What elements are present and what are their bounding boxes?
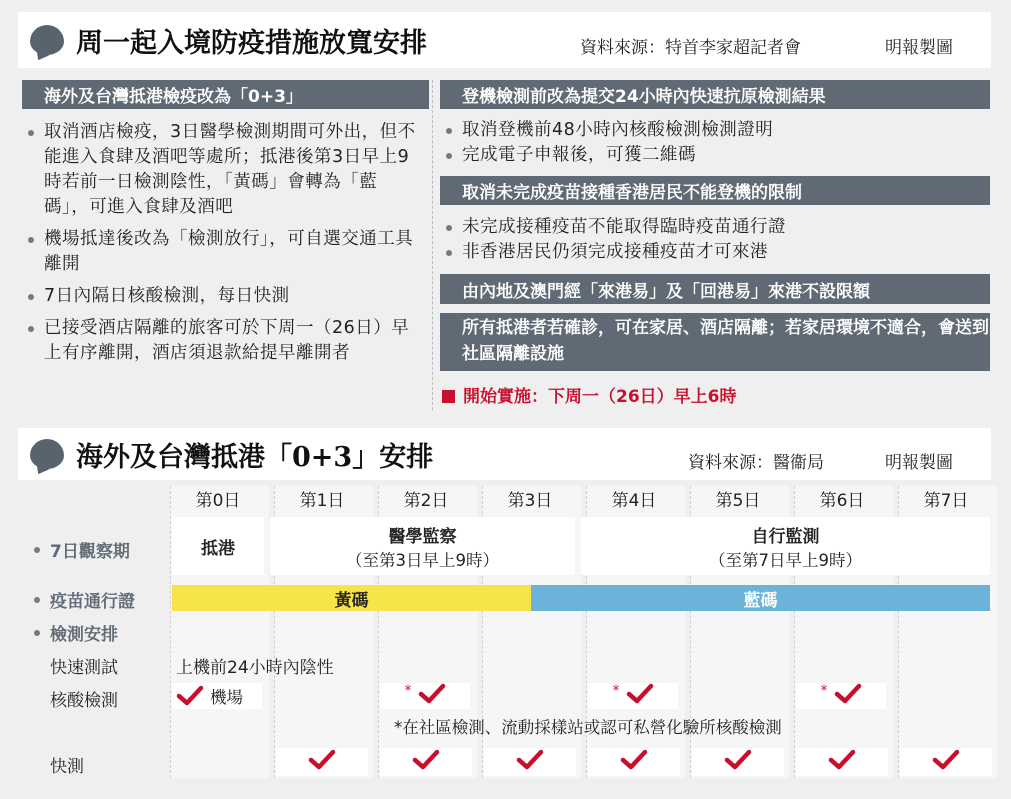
- section1-source: 資料來源：特首李家超記者會: [580, 38, 801, 58]
- asterisk-mark: *: [820, 683, 828, 699]
- row-label-vaccine: 疫苗通行證: [34, 587, 135, 612]
- pcr-day4-cell: [588, 683, 678, 709]
- right-bullet-list-1: [440, 118, 990, 168]
- row-label-testing: 檢測安排: [34, 620, 118, 645]
- day-header: 第4日: [611, 491, 657, 511]
- pcr-day2-cell: [380, 683, 470, 709]
- pcr-day6-cell: [796, 683, 886, 709]
- yellow-code-band: 黃碼: [172, 585, 531, 611]
- rapid-check-cell: [588, 748, 680, 776]
- medical-monitoring-cell: [270, 517, 575, 575]
- section2-credit: 明報製圖: [885, 453, 953, 473]
- red-square-icon: [442, 390, 455, 403]
- check-icon: [828, 749, 856, 775]
- day-header: 第7日: [923, 491, 969, 511]
- list-item: 已接受酒店隔離的旅客可於下周一（26日）早上有序離開，酒店須退款給提早離開者: [22, 316, 422, 366]
- day-header: 第3日: [507, 491, 553, 511]
- day-header: 第2日: [403, 491, 449, 511]
- day-header: 第0日: [195, 491, 241, 511]
- check-icon: [176, 685, 204, 707]
- pcr-note: *在社區檢測、流動採樣站或認可私營化驗所核酸檢測: [394, 718, 782, 737]
- check-icon: [724, 749, 752, 775]
- rapid-check-cell: [484, 748, 576, 776]
- self-monitoring-cell: [581, 517, 990, 575]
- medical-title: 醫學監察: [388, 526, 457, 547]
- right-header-3: 由內地及澳門經「來港易」及「回港易」來港不設限額: [440, 274, 990, 304]
- check-icon: [620, 749, 648, 775]
- check-icon: [834, 683, 862, 709]
- speech-bubble-icon: [30, 25, 64, 55]
- row-label-rapid: 快測: [50, 757, 84, 777]
- medical-sub: （至第3日早上9時）: [346, 550, 499, 570]
- right-header-1: 登機檢測前改為提交24小時內快速抗原檢測結果: [440, 80, 990, 109]
- start-notice: [442, 382, 737, 407]
- row-label-observation: 7日觀察期: [34, 537, 130, 562]
- right-header-4: 所有抵港者若確診，可在家居、酒店隔離；若家居環境不適合，會送到社區隔離設施: [440, 313, 990, 371]
- rapid-check-cell: [276, 748, 368, 776]
- list-item: 非香港居民仍須完成接種疫苗才可來港: [440, 240, 990, 265]
- day-header: 第5日: [715, 491, 761, 511]
- section2-source: 資料來源：醫衞局: [688, 453, 824, 473]
- rapid-check-cell: [900, 748, 992, 776]
- rapid-check-cell: [796, 748, 888, 776]
- list-item: 未完成接種疫苗不能取得臨時疫苗通行證: [440, 215, 990, 240]
- self-title: 自行監測: [751, 526, 820, 547]
- day-header: 第6日: [819, 491, 865, 511]
- row-label-pcr: 核酸檢測: [50, 691, 118, 711]
- check-icon: [626, 683, 654, 709]
- check-icon: [418, 683, 446, 709]
- list-item: 取消酒店檢疫，3日醫學檢測期間可外出，但不能進入食肆及酒吧等處所；抵港後第3日早上9時若前一日檢測陰性，「黃碼」會轉為「藍碼」，可進入食肆及酒吧: [22, 120, 422, 220]
- list-item: 完成電子申報後，可獲二維碼: [440, 143, 990, 168]
- column-divider: [432, 80, 433, 410]
- section1-title: 周一起入境防疫措施放寬安排: [76, 28, 427, 59]
- right-bullet-list-2: [440, 215, 990, 265]
- list-item: 機場抵達後改為「檢測放行」，可自選交通工具離開: [22, 227, 422, 277]
- start-text: 開始實施：下周一（26日）早上6時: [463, 387, 737, 407]
- self-sub: （至第7日早上9時）: [709, 550, 862, 570]
- asterisk-mark: *: [404, 683, 412, 699]
- right-header-2: 取消未完成疫苗接種香港居民不能登機的限制: [440, 176, 990, 205]
- check-icon: [932, 749, 960, 775]
- arrive-cell: 抵港: [172, 517, 264, 575]
- left-header: 海外及台灣抵港檢疫改為「0+3」: [22, 80, 429, 109]
- blue-code-band: 藍碼: [531, 585, 990, 611]
- airport-label: 機場: [210, 688, 243, 707]
- list-item: 取消登機前48小時內核酸檢測檢測證明: [440, 118, 990, 143]
- speech-bubble-icon: [30, 439, 64, 469]
- rapid-check-cell: [692, 748, 784, 776]
- check-icon: [412, 749, 440, 775]
- left-bullet-list: [22, 120, 422, 373]
- asterisk-mark: *: [612, 683, 620, 699]
- section2-title: 海外及台灣抵港「0+3」安排: [76, 442, 434, 473]
- rapid-check-cell: [380, 748, 472, 776]
- day-header: 第1日: [299, 491, 345, 511]
- pcr-airport-cell: [172, 683, 262, 709]
- check-icon: [308, 749, 336, 775]
- row-label-rat: 快速測試: [50, 658, 118, 678]
- check-icon: [516, 749, 544, 775]
- rat-text: 上機前24小時內陰性: [176, 658, 334, 678]
- section1-credit: 明報製圖: [885, 38, 953, 58]
- list-item: 7日內隔日核酸檢測，每日快測: [22, 284, 422, 309]
